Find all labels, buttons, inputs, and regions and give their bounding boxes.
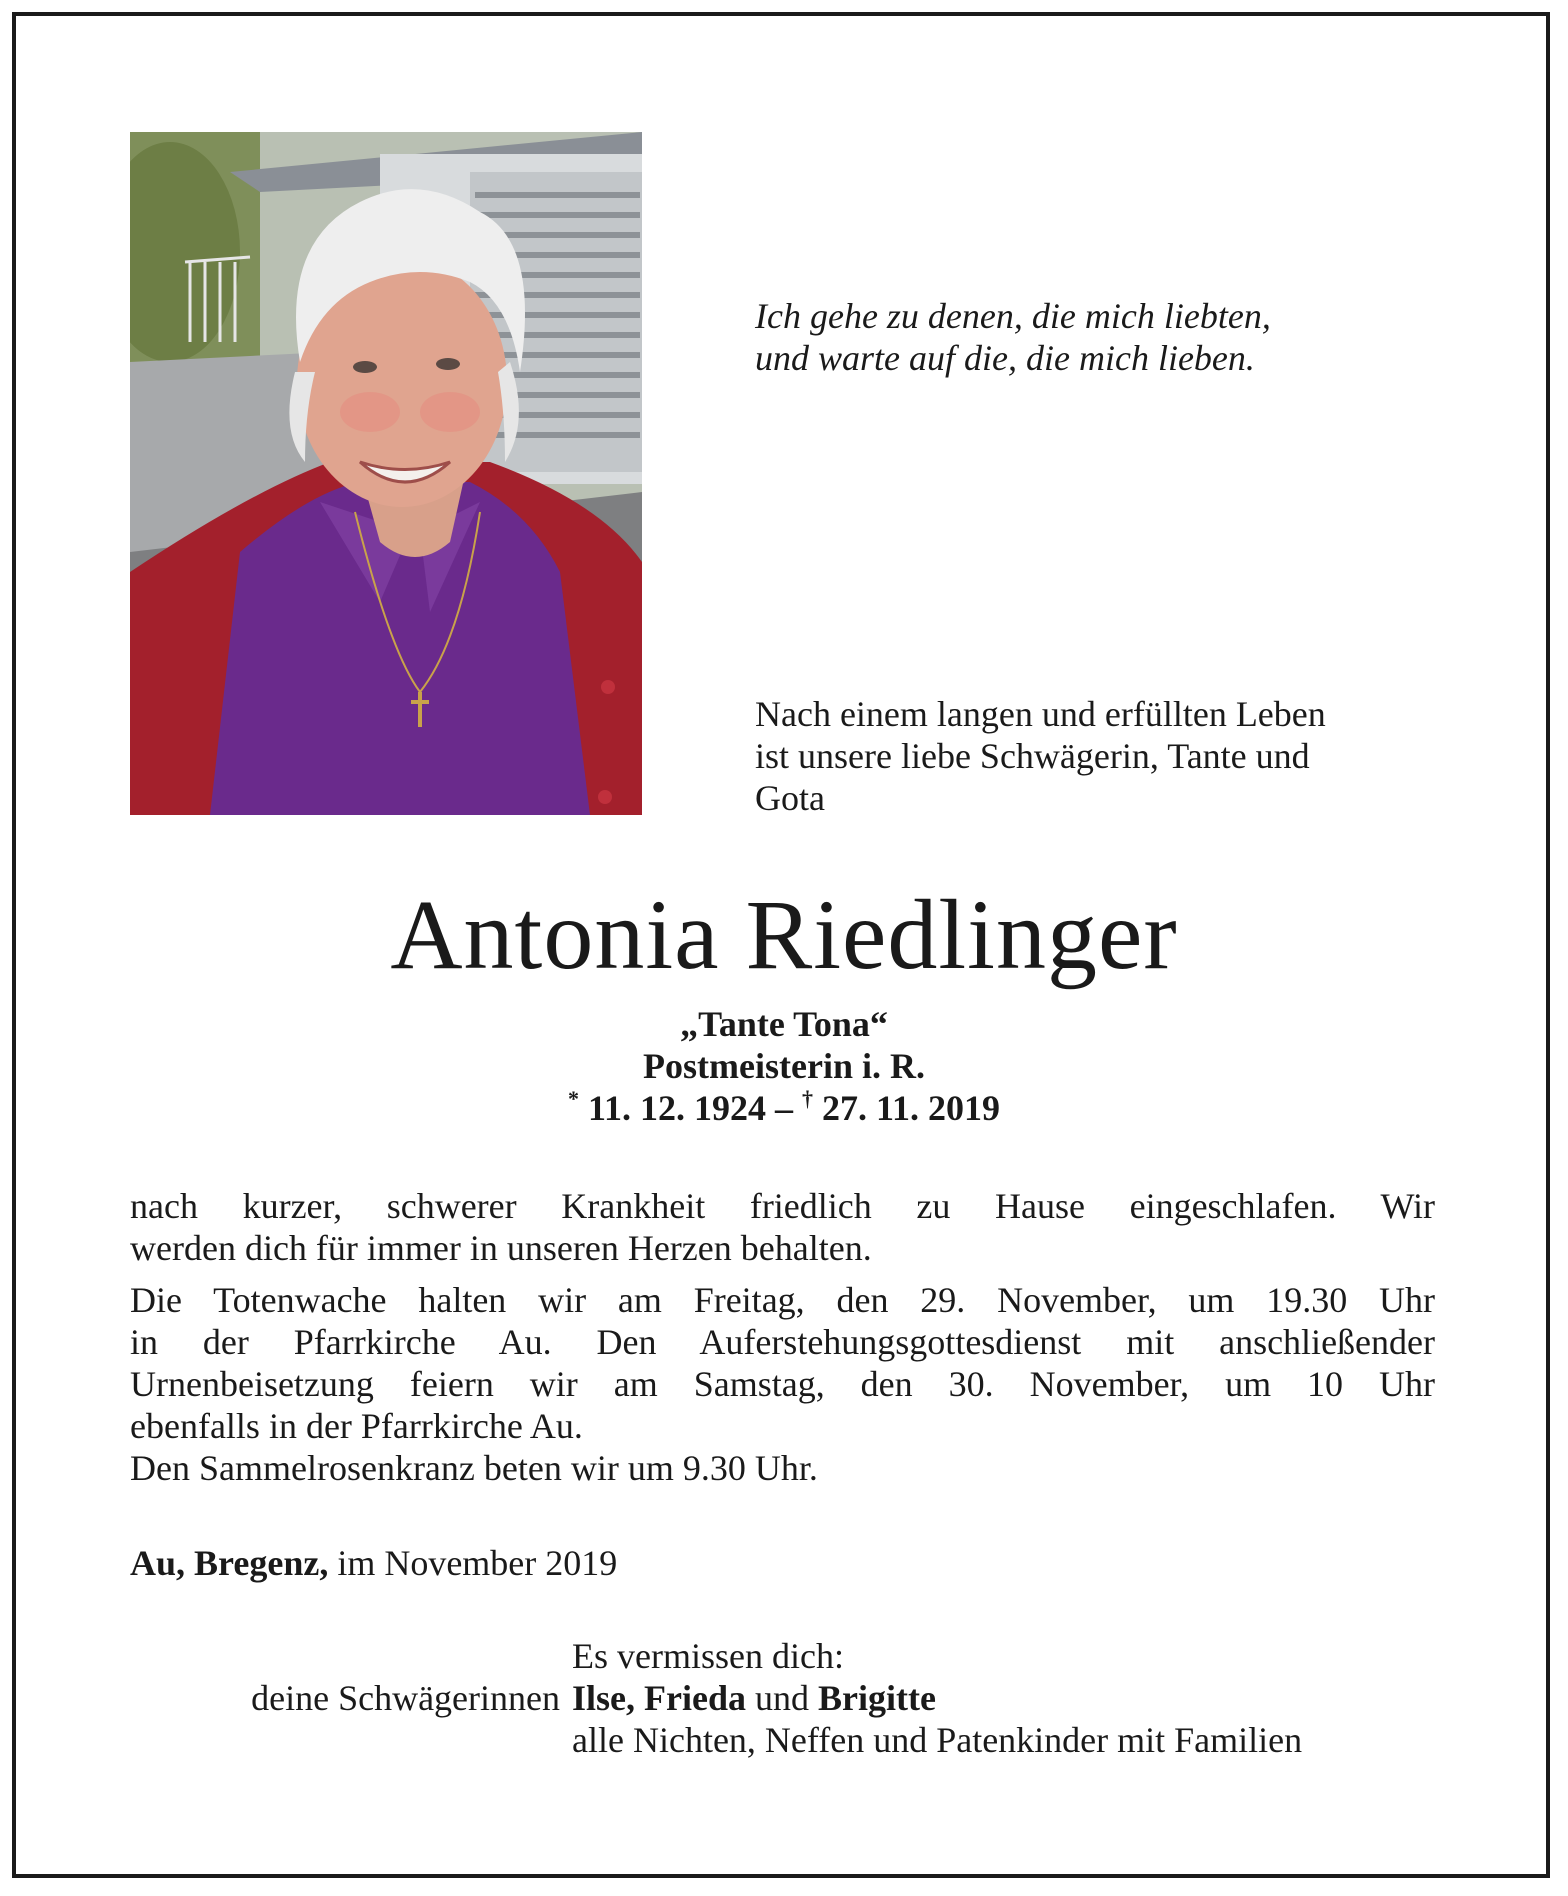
- mourners-row: [0, 1677, 1568, 1719]
- place-month: im November 2019: [328, 1543, 618, 1583]
- mourner-name: Ilse, Frieda: [572, 1678, 746, 1718]
- mourner-names: [572, 1677, 936, 1719]
- birth-symbol: *: [567, 1086, 579, 1111]
- life-dates: [0, 1087, 1568, 1129]
- deceased-name: Antonia Riedlinger: [390, 879, 1178, 990]
- nickname: „Tante Tona“: [680, 1004, 888, 1044]
- deceased-details: [0, 1003, 1568, 1129]
- place-location: Au, Bregenz,: [130, 1543, 329, 1583]
- mourners-heading-row: [0, 1635, 1568, 1677]
- quote-line-1: Ich gehe zu denen, die mich liebten,: [755, 296, 1271, 336]
- occupation: Postmeisterin i. R.: [643, 1046, 925, 1086]
- intro-line-1: Nach einem langen und erfüllten Leben: [755, 694, 1326, 734]
- epigraph-quote: [755, 295, 1455, 379]
- mourner-name: Brigitte: [817, 1678, 936, 1718]
- death-date: 27. 11. 2019: [822, 1088, 1001, 1128]
- body-line: Die Totenwache halten wir am Freitag, den 29. November, um 19.30 Uhr: [130, 1280, 1435, 1320]
- portrait-photo: [130, 132, 642, 815]
- intro-text: [755, 693, 1435, 819]
- mourners-row: [0, 1719, 1568, 1761]
- date-dash: –: [766, 1088, 802, 1128]
- intro-line-3: Gota: [755, 778, 825, 818]
- quote-line-2: und warte auf die, die mich lieben.: [755, 338, 1255, 378]
- body-line: Den Sammelrosenkranz beten wir um 9.30 Uhr.: [130, 1448, 818, 1488]
- notice-body: [130, 1185, 1435, 1489]
- mourners-heading: Es vermissen dich:: [572, 1636, 844, 1676]
- body-line: werden dich für immer in unseren Herzen behalten.: [130, 1228, 872, 1268]
- body-line: Urnenbeisetzung feiern wir am Samstag, den 30. November, um 10 Uhr: [130, 1364, 1435, 1404]
- mourner-conjunction: und: [745, 1678, 818, 1718]
- body-line: ebenfalls in der Pfarrkirche Au.: [130, 1406, 583, 1446]
- birth-date: 11. 12. 1924: [587, 1088, 766, 1128]
- place-date: [130, 1542, 617, 1584]
- body-line: nach kurzer, schwerer Krankheit friedlich zu Hause eingeschlafen. Wir: [130, 1186, 1435, 1226]
- mourner-others: alle Nichten, Neffen und Patenkinder mit Familien: [572, 1720, 1303, 1760]
- mourner-relation: deine Schwägerinnen: [251, 1678, 560, 1718]
- mourners-list: [0, 1635, 1568, 1761]
- body-line: in der Pfarrkirche Au. Den Auferstehungsgottesdienst mit anschließender: [130, 1322, 1435, 1362]
- intro-line-2: ist unsere liebe Schwägerin, Tante und: [755, 736, 1310, 776]
- paragraph-passing: [130, 1185, 1435, 1269]
- death-symbol: †: [802, 1086, 813, 1111]
- paragraph-services: [130, 1279, 1435, 1489]
